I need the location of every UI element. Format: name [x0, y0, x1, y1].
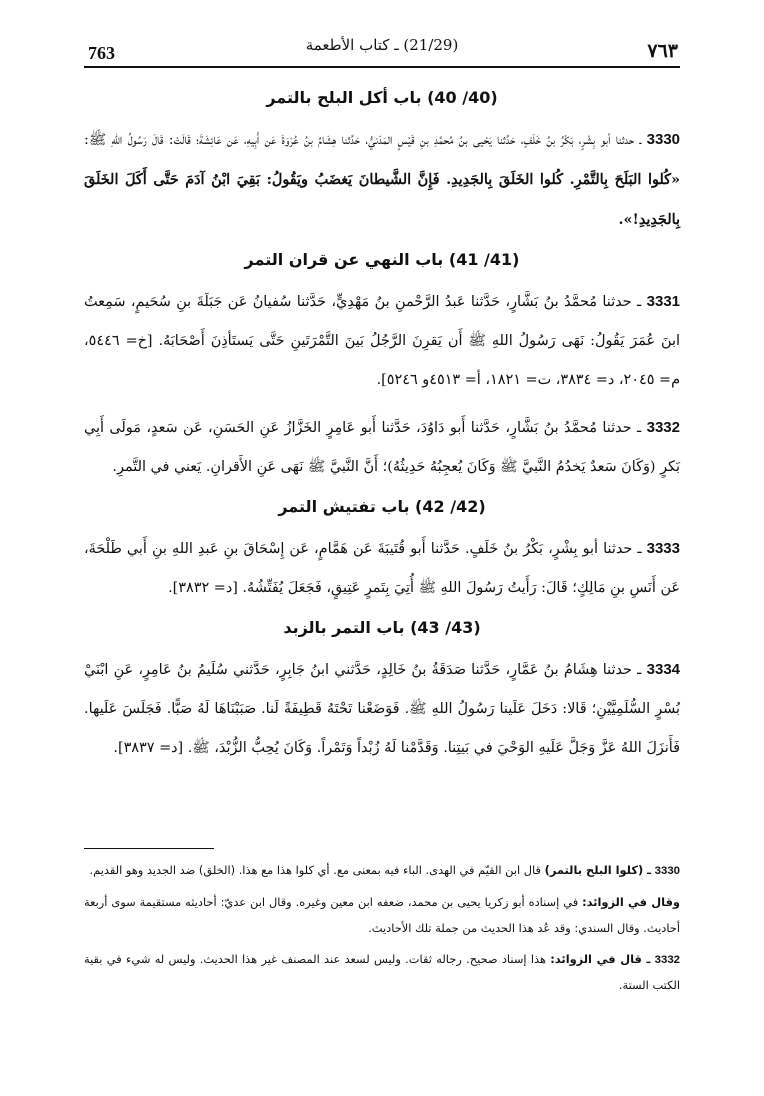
footnote-number: 3330 — [654, 865, 680, 877]
footnote-rule — [84, 848, 214, 849]
page-number-arabic: ٧٦٣ — [647, 41, 678, 62]
footnotes — [84, 858, 680, 1004]
footnote — [84, 890, 680, 941]
footnote-text: في إسناده أبو زكريا يحيى بن محمد، ضعفه ابن معين وغيره. وقال ابن عديّ: أحاديثه مستقيمة سوى أربعة أحاديث. وقال السندي: وقد عُد هذا الحديث من جملة تلك الأحاديث. — [84, 895, 680, 935]
header-rule — [84, 66, 680, 68]
footnote — [84, 947, 680, 998]
footnote-number: 3332 — [654, 954, 680, 966]
chapter-heading: (43/ 43) باب التمر بالزبد — [283, 618, 481, 637]
footnote-head: وقال في الزوائد: — [582, 895, 680, 909]
hadith-quote: «كُلوا البَلَحَ بِالتَّمْرِ. كُلوا الخَلَقَ بِالجَدِيدِ. فَإِنَّ الشَّيطانَ يَغضَبُ ويَقُولُ: بَقِيَ ابْنُ آدَمَ حَتَّى أَكَلَ الخَلَقَ بِالجَدِيدِ!». — [84, 171, 680, 228]
hadith-number: 3330 — [646, 131, 681, 148]
footnote-head: ـ قال في الزوائد: — [550, 952, 651, 966]
hadith-3334 — [84, 650, 680, 768]
chapter-heading: (41/ 41) باب النهي عن قران التمر — [244, 250, 520, 269]
running-title: (21/29) ـ كتاب الأطعمة — [305, 36, 459, 54]
chapter-heading: (40/ 40) باب أكل البلح بالتمر — [266, 88, 498, 107]
hadith-text: ـ حدثنا هِشَامُ بنُ عَمَّارٍ، حَدَّثنا صَدَقَةُ بنُ خَالِدٍ، حَدَّثني ابنُ جَابِرٍ، حَدَّثني سُلَيمُ بنُ عَامِرٍ، عَنِ ابْنَيْ بُسْرٍ السُّلَمِيَّيْنِ؛ قَالا: دَخَلَ عَلَينا رَسُولُ اللهِ ﷺ. فَوَضَعْنا تَحْتَهُ قَطِيفَةً لَنا. صَبَبْنَاهَا لَهُ صَبًّا. فَجَلَسَ عَلَيها. فَأَنزَلَ اللهُ عَزَّ وَجَلَّ عَلَيهِ الوَحْيَ في بَيتِنا. وَقَدَّمْنا لَهُ زُبْداً وَتَمْراً. وَكَانَ يُحِبُّ الزُّبْدَ، ﷺ. [د= ٣٨٣٧]. — [84, 662, 680, 756]
hadith-text: ـ حدثنا أبو بِشْرٍ، بَكْرُ بنُ خَلَفٍ، حَدَّثنا يَحْيى بنُ مُحمَّدِ بنِ قَيْسٍ المَدَنيُّ، حَدَّثنا هِشَامُ بنُ عُرْوَةَ عَن أَبِيهِ، عَن عَائِشَةَ؛ قَالَتْ: قَالَ رَسُولُ اللهِ ﷺ: — [84, 132, 642, 148]
hadith-3331 — [84, 282, 680, 400]
footnote-text: هذا إسناد صحيح. رجاله ثقات. وليس لسعد عند المصنف غير هذا الحديث. وليس له شيء في بقية الكتب الستة. — [84, 952, 680, 992]
hadith-text: ـ حدثنا مُحمَّدُ بنُ بَشَّارٍ، حَدَّثنا أَبو دَاوُدَ، حَدَّثنا أَبو عَامِرٍ الخَزَّازُ عَنِ الحَسَنِ، عَن سَعدٍ، مَولَى أَبِي بَكرٍ (وَكَانَ سَعدٌ يَخدُمُ النَّبيَّ ﷺ وَكَانَ يُعجِبُهُ حَدِيثُهُ)؛ أَنَّ النَّبيَّ ﷺ نَهَى عَنِ الأَقرانِ. يَعني في التَّمرِ. — [84, 420, 680, 475]
footnote — [84, 858, 680, 884]
page-number-latin: 763 — [88, 43, 115, 63]
hadith-number: 3333 — [646, 540, 680, 557]
hadith-3332 — [84, 408, 680, 487]
hadith-number: 3332 — [646, 419, 680, 436]
main-text — [84, 86, 680, 776]
hadith-3330 — [84, 120, 680, 240]
hadith-text: ـ حدثنا مُحمَّدُ بنُ بَشَّارٍ، حَدَّثنا عَبدُ الرَّحْمنِ بنُ مَهْدِيٍّ، حَدَّثنا سُفيانُ عَن جَبَلَةَ بنِ سُحَيمٍ، سَمِعتُ ابنَ عُمَرَ يَقُولُ: نَهَى رَسُولُ اللهِ ﷺ أَن يَقرِنَ الرَّجُلُ بَينَ التَّمْرَتَينِ حَتَّى يَستَأذِنَ أَصْحَابَهُ. [خ= ٥٤٤٦، م= ٢٠٤٥، د= ٣٨٣٤، ت= ١٨٢١، أ= ٤٥١٣و ٥٢٤٦]. — [84, 294, 680, 388]
hadith-text: ـ حدثنا أبو بِشْرٍ، بَكْرُ بنُ خَلَفٍ. حَدَّثنا أَبو قُتَيبَةَ عَن هَمَّامٍ، عَن إِسْحَاقَ بنِ عَبدِ اللهِ بنِ أَبي طَلْحَةَ، عَن أَنَسِ بنِ مَالِكٍ؛ قَالَ: رَأَيتُ رَسُولَ اللهِ ﷺ أُتِيَ بِتَمرٍ عَتِيقٍ، فَجَعَلَ يُفَتِّشُهُ. [د= ٣٨٣٢]. — [84, 541, 680, 596]
hadith-3333 — [84, 529, 680, 608]
chapter-heading: (42/ 42) باب تفتيش التمر — [278, 497, 486, 516]
footnote-text: قال ابن القيّم في الهدى. الباء فيه بمعنى مع. أي كلوا هذا مع هذا. (الخلق) ضد الجديد وهو القديم. — [89, 863, 541, 877]
footnote-head: ـ (كلوا البلح بالتمر) — [544, 863, 652, 877]
hadith-number: 3331 — [646, 293, 681, 310]
hadith-number: 3334 — [646, 661, 681, 678]
